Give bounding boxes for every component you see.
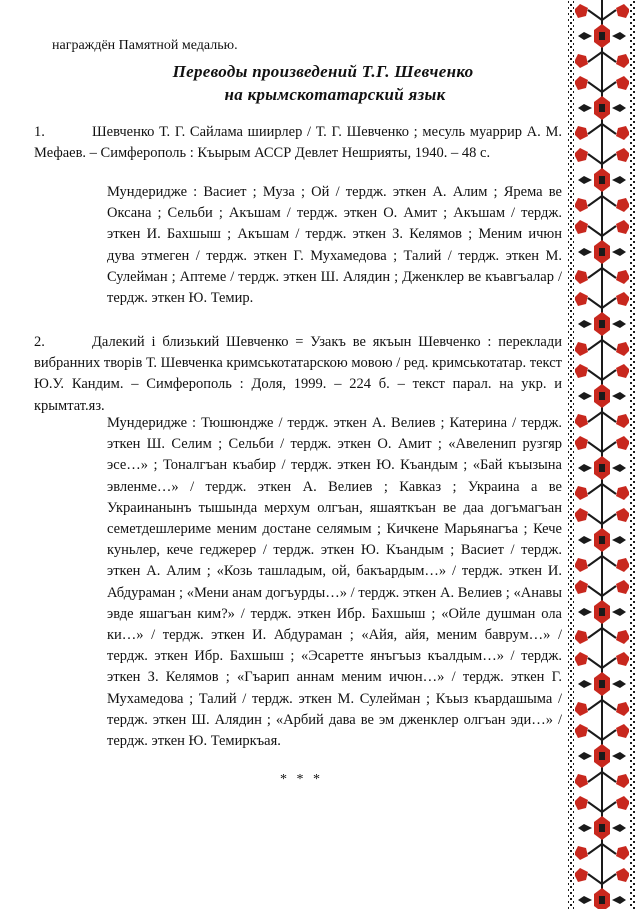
title-line-1: Переводы произведений Т.Г. Шевченко [172,62,474,81]
entry-2 [34,332,562,417]
separator: * * * [280,772,323,787]
entry-2-text: Далекий і близький Шевченко = Узакъ ве якъын Шевченко : переклади вибранних творів Т. Шевченка кримськотатарскою мовою / ред. кримськотатар. текст Ю.У. Кандим. – Симферополь : Доля, 1999. – 224 б. – текст парал. на укр. и крымтат.яз. [34,334,562,414]
entry-1-text: Шевченко Т. Г. Сайлама шиирлер / Т. Г. Шевченко ; месуль муаррир А. М. Мефаев. – Симферополь : Къырым АССР Девлет Нешрияты, 1940. – 48 с. [34,124,562,162]
top-line: награждён Памятной медалью. [52,38,238,53]
entry-1-contents: Мундеридже : Васиет ; Муза ; Ой / тердж. эткен А. Алим ; Ярема ве Оксана ; Сельби ; Акъшам / тердж. эткен О. Амит ; Акъшам / тердж. эткен И. Бахшыш ; Акъшам / тердж. эткен З. Келямов ; Меним ичюн дува этмеген / тердж. эткен Г. Мухамедова ; Талий / тердж. эткен М. Сулейман ; Аптеме / тердж. эткен Ш. Алядин ; Дженклер ве къавгъалар / тердж. эткен Ю. Темир. [107,184,562,307]
entry-1-number: 1. [34,124,45,140]
entry-2-number: 2. [34,334,45,350]
title-line-2: на крымскотатарский язык [224,85,446,104]
entry-2-contents: Мундеридже : Тюшюндже / тердж. эткен А. Велиев ; Катерина / тердж. эткен Ш. Селим ; Сельби / тердж. эткен О. Амит ; «Авеленип рузгяр эсе…» ; Тоналгъан къабир / тердж. эткен Ю. Къандым ; «Бай къызына эвленме…» / тердж. эткен А. Велиев ; Кавказ ; Украина а ве Украинанынъ тышында мерхум олгъан, яшаяткъан ве даа догъмагъан семетдешлериме меним достане селямым ; Кичкене Марьянагъа ; Кече куньлер, кече геджерер / тердж. эткен Ю. Къандым ; Васиет / тердж. эткен А. Алим ; «Козь ташладым, ой, бакъардым…» / тердж. эткен И. Абдураман ; «Мени анам догъурды…» / тердж. эткен А. Велиев ; «Анавы эвде яшагъан ким?» / тердж. эткен Ибр. Бахшыш ; «Ойле душман ола ки…» / тердж. эткен И. Абдураман ; «Айя, айя, меним баврум…» / тердж. эткен Ибр. Бахшыш ; «Эсаретте янъгъыз къалдым…» / тердж. эткен З. Келямов ; «Гъарип аннам меним ичюн…» / тердж. эткен Г. Мухамедова ; Талий / тердж. эткен М. Сулейман ; Къыз къардашыма / тердж. эткен Ш. Алядин ; «Арбий дава ве эм дженклер олгъан эди…» / тердж. эткен Ю. Темиркъая. [107,415,562,750]
embroidery-ornament-icon [566,0,638,909]
entry-1 [34,122,562,164]
